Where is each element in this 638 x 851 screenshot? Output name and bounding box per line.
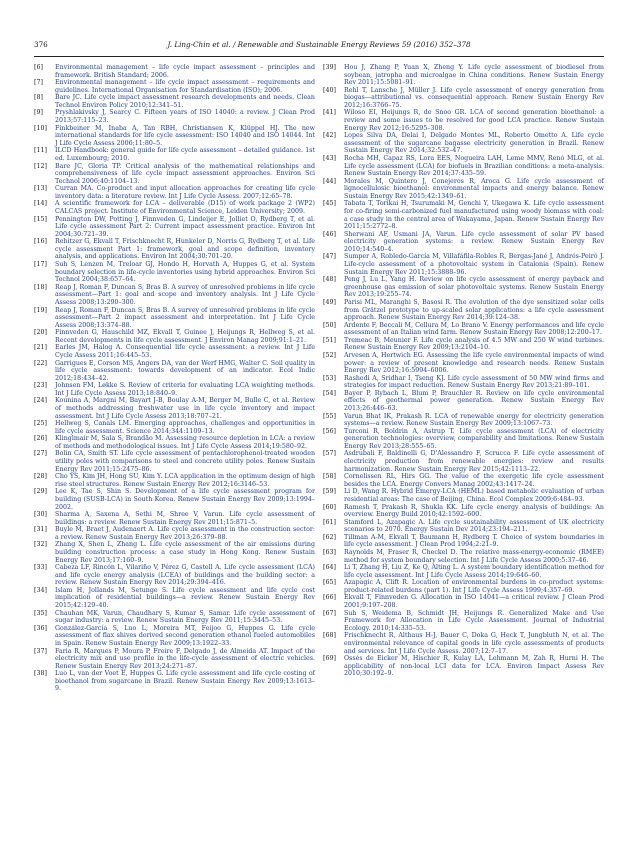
reference-number: [43] — [323, 154, 336, 162]
reference-text[interactable]: Lopes Silva DA, Delai I, Delgado Montes ML, Roberto Ometto A. Life cycle assessment of the sugarcane bagasse electricity generation in Brazil. Renew Sustain Energy Rev 2014;32:532–47. — [344, 132, 604, 155]
reference-item — [323, 109, 604, 132]
reference-text[interactable]: Tillman A-M, Ekvall T, Baumann H, Rydberg T. Choice of system boundaries in life cycle assessment. J Clean Prod 1994;2:21–9. — [344, 533, 604, 549]
reference-item — [323, 231, 604, 254]
reference-item — [34, 261, 315, 284]
reference-item — [323, 655, 604, 678]
reference-item — [34, 329, 315, 344]
reference-number: [13] — [34, 185, 47, 193]
reference-item — [34, 610, 315, 625]
reference-number: [20] — [34, 329, 47, 337]
reference-item — [34, 344, 315, 359]
reference-item — [34, 185, 315, 200]
journal-citation-header: J. Ling-Chin et al. / Renewable and Sustainable Energy Reviews 59 (2016) 352–378 — [167, 40, 471, 49]
reference-number: [42] — [323, 132, 336, 140]
reference-text[interactable]: Hellweg S, Canals LM. Emerging approaches, challenges and opportunities in life cycle assessment. Science 2014;344:1109–13. — [55, 420, 315, 435]
reference-item — [34, 526, 315, 541]
reference-item — [323, 632, 604, 655]
reference-text[interactable]: Sherwani AF, Usmani JA, Varun. Life cycle assessment of solar PV based electricity generation systems: a review. Renew Sustain Energy Rev 2010;14:540–4. — [344, 230, 604, 253]
reference-number: [58] — [323, 473, 336, 481]
reference-item — [323, 390, 604, 413]
reference-item — [34, 238, 315, 261]
reference-number: [34] — [34, 586, 47, 594]
reference-number: [66] — [323, 594, 336, 602]
reference-number: [61] — [323, 518, 336, 526]
reference-text[interactable]: Garrigues E, Corson MS, Angers DA, van der Werf HMG, Walter C. Soil quality in life cycle assessment: towards development of an indicator. Ecol Indic 2012;18:434–42. — [55, 359, 315, 382]
reference-text[interactable]: Peng J, Lu L, Yang H. Review on life cycle assessment of energy payback and greenhouse gas emission of solar photovoltaic systems. Renew Sustain Energy Rev 2013;19:255–74. — [344, 276, 604, 299]
reference-text[interactable]: Ramesh T, Prakash R, Shukla KK. Life cycle energy analysis of buildings: An overview. Energy Build 2010;42:1592–600. — [344, 503, 604, 519]
reference-text[interactable]: Li D, Wang R. Hybrid Emergy-LCA (HEML) based metabolic evaluation of urban residential areas: The case of Beijing, China. Ecol Complex 2009;6:484–93. — [344, 488, 604, 503]
reference-number: [67] — [323, 609, 336, 617]
reference-number: [8] — [34, 94, 43, 102]
reference-number: [49] — [323, 298, 336, 306]
reference-text[interactable]: Johnsen FM, Løkke S. Review of criteria for evaluating LCA weighting methods. Int J Life Cycle Assess 2013;18:840–9. — [55, 382, 315, 397]
reference-item — [323, 413, 604, 428]
reference-item — [323, 322, 604, 337]
reference-number: [64] — [323, 564, 336, 572]
reference-number: [29] — [34, 488, 47, 496]
reference-text[interactable]: Bolin CA, Smith ST. Life cycle assessment of pentachlorophenol-treated wooden utility poles with comparisons to steel and concrete utility poles. Renew Sustain Energy Rev 2011;15:2475–86. — [55, 450, 315, 473]
reference-item — [34, 625, 315, 648]
reference-text[interactable]: Azapagic A, Clift R. Location of environmental burdens in co-product systems: product-related burdens (part 1). Int J Life Cycle Assess 1999;4:357–69. — [344, 579, 604, 594]
reference-item — [34, 284, 315, 307]
reference-text[interactable]: Rocha MH, Capaz RS, Lora EES, Nogueira LAH, Leme MMV, Renó MLG, et al. Life cycle assessment (LCA) for biofuels in Brazilian conditions: a meta-analysis. Renew Sustain Energy Rev 2014;37:435–59. — [344, 154, 604, 178]
reference-item — [323, 428, 604, 451]
reference-item — [323, 534, 604, 549]
reference-number: [48] — [323, 276, 336, 284]
reference-number: [41] — [323, 109, 336, 117]
reference-item — [323, 337, 604, 352]
reference-number: [46] — [323, 230, 336, 238]
reference-number: [47] — [323, 253, 336, 261]
reference-text[interactable]: Klinglmair M, Sala S, Brandão M. Assessing resource depletion in LCA: a review of methods and methodological issues. Int J Life Cycle Assess 2014;19:580–92. — [55, 435, 315, 450]
reference-text[interactable]: Cho YS, Kim JH, Hong SU, Kim Y. LCA application in the optimum design of high rise steel structures. Renew Sustain Energy Rev 2012;16:3146–53. — [55, 473, 315, 488]
reference-text[interactable]: Finnveden G, Hauschild MZ, Ekvall T, Guinee J, Heijungs R, Hellweg S, et al. Recent developments in life cycle assessment. J Environ Manag 2009;91:1–21. — [55, 329, 315, 344]
reference-number: [36] — [34, 624, 47, 632]
reference-text[interactable]: Rehl T, Lansche J, Müller J. Life cycle assessment of energy generation from biogas—attributional vs. consequential approach. Renew Sustain Energy Rev 2012;16:3766–75. — [344, 86, 604, 109]
reference-text[interactable]: Hou J, Zhang P, Yuan X, Zheng Y. Life cycle assessment of biodiesel from soybean, jatropha and microalgae in China conditions. Renew Sustain Energy Rev 2011;15:5081–91. — [344, 64, 604, 87]
reference-item — [34, 109, 315, 124]
reference-item — [34, 420, 315, 435]
reference-number: [40] — [323, 86, 336, 94]
reference-number: [31] — [34, 526, 47, 534]
reference-number: [52] — [323, 351, 336, 359]
reference-text[interactable]: Rebitzer G, Ekvall T, Frischknecht R, Hunkeler D, Norris G, Rydberg T, et al. Life cycle assessment Part 1: framework, goal and scope definition, inventory analysis, and applications. Environ Int 2004;30:701–20. — [55, 238, 315, 261]
reference-text[interactable]: Ardente F, Beccali M, Cellura M, Lo Brano V. Energy performances and life cycle assessment of an Italian wind farm. Renew Sustain Energy Rev 2008;12:200–17. — [344, 321, 604, 337]
reference-item — [34, 587, 315, 610]
reference-item — [34, 147, 315, 162]
reference-text[interactable]: Curran MA. Co-product and input allocation approaches for creating life cycle inventory data: a literature review. Int J Life Cycle Assess. 2007;12:65–78. — [55, 185, 315, 200]
reference-text[interactable]: Ekvall T, Finnveden G. Allocation in ISO 14041—a critical review. J Clean Prod 2001;9:197–208. — [344, 594, 604, 610]
reference-item — [323, 64, 604, 87]
reference-number: [51] — [323, 336, 336, 344]
reference-number: [24] — [34, 397, 47, 405]
reference-item — [323, 504, 604, 519]
reference-number: [30] — [34, 511, 47, 519]
reference-number: [32] — [34, 541, 47, 549]
reference-item — [323, 473, 604, 488]
reference-text[interactable]: Environmental management – life cycle impact assessment – principles and framework. British Standard; 2006. — [55, 64, 315, 79]
reference-number: [56] — [323, 427, 336, 435]
reference-text[interactable]: Stamford L, Azapagic A. Life cycle sustainability assessment of UK electricity scenarios to 2070. Energy Sustain Dev 2014;23:194–211. — [344, 518, 604, 534]
reference-text[interactable]: Rashedi A, Sridhar I, Tseng KJ. Life cycle assessment of 50 MW wind firms and strategies for impact reduction. Renew Sustain Energy Rev 2013;21:89–101. — [344, 374, 604, 390]
reference-number: [62] — [323, 533, 336, 541]
reference-number: [68] — [323, 632, 336, 640]
reference-number: [21] — [34, 344, 47, 352]
reference-item — [323, 155, 604, 178]
reference-item — [34, 94, 315, 109]
reference-item — [34, 79, 315, 94]
reference-text[interactable]: Varun Bhat IK, Prakash R. LCA of renewable energy for electricity generation systems—a review. Renew Sustain Energy Rev 2009;13:1067–73. — [344, 412, 604, 428]
reference-number: [53] — [323, 374, 336, 382]
reference-number: [11] — [34, 147, 47, 155]
reference-item — [323, 276, 604, 299]
reference-text[interactable]: Ossés de Eicker M, Hischier R, Kulay LA, Lehmann M, Zah R, Hurni H. The applicability of non-local LCI data for LCA. Environ Impact Assess Rev 2010;30:192–9. — [344, 655, 604, 678]
reference-number: [28] — [34, 473, 47, 481]
reference-number: [59] — [323, 488, 336, 496]
reference-item — [323, 132, 604, 155]
reference-item — [323, 450, 604, 473]
reference-number: [65] — [323, 579, 336, 587]
reference-item — [34, 125, 315, 148]
reference-text[interactable]: Li T, Zhang H, Liu Z, Ke Q, Alting L. A system boundary identification method for life cycle assessment. Int J Life Cycle Assess 2014;19:646–60. — [344, 564, 604, 579]
reference-text[interactable]: Pryshlakivsky J, Searcy C. Fifteen years of ISO 14040: a review. J Clean Prod 2013;57:115–23. — [55, 109, 315, 125]
reference-text[interactable]: Lee K, Tae S, Shin S. Development of a life cycle assessment program for building (SUSB-LCA) in South Korea. Renew Sustain Energy Rev 2009;13:1994–2002. — [55, 488, 315, 511]
reference-number: [39] — [323, 64, 336, 71]
reference-number: [63] — [323, 549, 336, 556]
reference-item — [34, 200, 315, 215]
reference-text[interactable]: Earles JM, Halog A. Consequential life cycle assessment: a review. Int J Life Cycle Assess 2011;16:445–53. — [55, 344, 315, 359]
reference-text[interactable]: Luo L, van der Voet E, Huppes G. Life cycle assessment and life cycle costing of bioethanol from sugarcane in Brazil. Renew Sustain Energy Rev 2009;13:1613–9. — [55, 670, 315, 693]
reference-number: [17] — [34, 261, 47, 269]
reference-text[interactable]: Finkbeiner M, Inaba A, Tan RBH, Christiansen K, Klüppel HJ. The new international standards for life cycle assessment: ISO 14040 and ISO 14044. Int J Life Cycle Assess 2006;11:80–5. — [55, 124, 315, 147]
reference-text[interactable]: Suh S, Lenzen M, Treloar GJ, Hondo H, Horvath A, Huppes G, et al. System boundary selection in life-cycle inventories using hybrid approaches. Environ Sci Technol 2004;38:657–64. — [55, 261, 315, 284]
references-left-column — [34, 64, 315, 693]
reference-number: [27] — [34, 450, 47, 458]
reference-text[interactable]: Sumper A, Robledo-García M, Villafáfila-Robles R, Bergas-Jané J, Andrés-Peiró J. Life-cycle assessment of a photovoltaic system in Catalonia (Spain). Renew Sustain Energy Rev 2011;15:3888–96. — [344, 253, 604, 276]
reference-item — [323, 87, 604, 110]
reference-item — [34, 564, 315, 587]
reference-item — [323, 594, 604, 609]
reference-item — [34, 397, 315, 420]
reference-number: [45] — [323, 200, 336, 208]
reference-item — [34, 511, 315, 526]
reference-text[interactable]: Frischknecht R, Althaus H-J, Bauer C, Doka G, Heck T, Jungbluth N, et al. The environmental relevance of capital goods in life cycle assessments of products and services. Int J Life Cycle Assess. 2007;12:7–17. — [344, 632, 604, 655]
running-header — [34, 40, 604, 52]
reference-number: [33] — [34, 564, 47, 572]
reference-number: [18] — [34, 283, 47, 291]
reference-number: [55] — [323, 412, 336, 420]
reference-text[interactable]: A scientific framework for LCA – deliverable (D15) of work package 2 (WP2) CALCAS project. Institute of Environmental Science, Leiden University; 2009. — [55, 200, 315, 215]
reference-text[interactable]: Arvesen A, Hertwich EG. Assessing the life cycle environmental impacts of wind power: a review of present knowledge and research needs. Renew Sustain Energy Rev 2012;16:5994–6006. — [344, 351, 604, 375]
reference-text[interactable]: Suh S, Weidema B, Schmidt JH, Heijungs R. Generalized Make and Use Framework for Allocation in Life Cycle Assessment. Journal of Industrial Ecology. 2010;14:335–53. — [344, 609, 604, 632]
reference-number: [44] — [323, 177, 336, 185]
reference-text[interactable]: Faria R, Marques P, Moura P, Freire F, Delgado J, de Almeida AT. Impact of the electricity mix and use profile in the life-cycle assessment of electric vehicles. Renew Sustain Energy Rev 2013;24:271–87. — [55, 647, 315, 670]
reference-text[interactable]: Cornelissen RL, Hirs GG. The value of the exergetic life cycle assessment besides the LCA. Energy Convers Manag 2002;43:1417–24. — [344, 473, 604, 488]
reference-item — [34, 488, 315, 511]
reference-text[interactable]: Pennington DW, Potting J, Finnveden G, Lindeijer E, Jolliet O, Rydberg T, et al. Life cycle assessment Part 2: Current impact assessment practice. Environ Int 2004;30:721–39. — [55, 215, 315, 238]
reference-text[interactable]: Islam H, Jollands M, Setunge S. Life cycle assessment and life cycle cost implication of residential buildings—a review. Renew Sustain Energy Rev 2015;42:129–40. — [55, 586, 315, 610]
reference-number: [69] — [323, 655, 336, 663]
reference-text[interactable]: Sharma A, Saxena A, Sethi M, Shree V, Varun. Life cycle assessment of buildings: a review. Renew Sustain Energy Rev 2011;15:871–5. — [55, 511, 315, 526]
reference-text[interactable]: Turconi R, Boldrin A, Astrup T. Life cycle assessment (LCA) of electricity generation technologies: overview, comparability and limitations. Renew Sustain Energy Rev 2013;28:555–65. — [344, 427, 604, 450]
reference-number: [38] — [34, 670, 47, 678]
reference-item — [34, 541, 315, 564]
reference-item — [323, 352, 604, 375]
reference-number: [6] — [34, 64, 43, 71]
page-number: 376 — [34, 40, 48, 49]
reference-item — [323, 178, 604, 201]
reference-item — [34, 360, 315, 383]
reference-number: [10] — [34, 124, 47, 132]
reference-item — [34, 648, 315, 671]
reference-item — [323, 488, 604, 503]
reference-text[interactable]: Wiloso EI, Heijungs R, de Snoo GR. LCA of second generation bioethanol: a review and some issues to be resolved for good LCA practice. Renew Sustain Energy Rev 2012;16:5295–308. — [344, 109, 604, 132]
reference-item — [34, 64, 315, 79]
reference-item — [323, 200, 604, 230]
reference-item — [34, 382, 315, 397]
reference-text[interactable]: Cabeza LF, Rincón L, Vilariño V, Pérez G, Castell A. Life cycle assessment (LCA) and life cycle energy analysis (LCEA) of buildings and the building sector: a review. Renew Sustain Energy Rev 2014;29:394–416. — [55, 564, 315, 587]
reference-text[interactable]: González-García S, Luo L, Moreira MT, Feijoo G, Huppes G. Life cycle assessment of flax shives derived second generation ethanol fueled automobiles in Spain. Renew Sustain Energy Rev 2009;13:1922–33. — [55, 624, 315, 647]
reference-number: [7] — [34, 79, 43, 87]
reference-number: [25] — [34, 420, 47, 428]
reference-item — [34, 216, 315, 239]
reference-number: [15] — [34, 215, 47, 223]
reference-item — [34, 163, 315, 186]
reference-text[interactable]: Parisi ML, Maranghi S, Basosi R. The evolution of the dye sensitized solar cells from Grätzel prototype to up-scaled solar applications: a life cycle assessment approach. Renew Sustain Energy Rev 2014;39:124–38. — [344, 298, 604, 322]
reference-item — [34, 307, 315, 330]
header-rule — [34, 56, 604, 57]
reference-item — [323, 549, 604, 564]
reference-number: [35] — [34, 609, 47, 617]
reference-number: [12] — [34, 162, 47, 170]
reference-text[interactable]: Tremeac B, Meunier F. Life cycle analysis of 4.5 MW and 250 W wind turbines. Renew Sustain Energy Rev 2009;13:2104–10. — [344, 336, 604, 352]
reference-item — [34, 450, 315, 473]
reference-text[interactable]: Raynolds M, Fraser R, Checkel D. The relative mass-energy-economic (RMEE) method for system boundary selection. Int J Life Cycle Assess 2000;5:37–46. — [344, 549, 604, 564]
reference-item — [323, 564, 604, 579]
reference-item — [34, 473, 315, 488]
reference-item — [34, 670, 315, 693]
reference-number: [19] — [34, 306, 47, 314]
reference-item — [323, 299, 604, 322]
reference-number: [26] — [34, 435, 47, 443]
reference-text[interactable]: Chauhan MK, Varun, Chaudhary S, Kumar S, Samar. Life cycle assessment of sugar industry: a review. Renew Sustain Energy Rev 2011;15:3445–53. — [55, 609, 315, 625]
reference-item — [323, 519, 604, 534]
reference-item — [323, 610, 604, 633]
reference-item — [323, 375, 604, 390]
reference-number: [54] — [323, 389, 336, 397]
reference-number: [9] — [34, 109, 43, 117]
reference-text[interactable]: Morales M, Quintero J, Conejeros R, Aroca G. Life cycle assessment of lignocellulosic bioethanol: environmental impacts and energy balance. Renew Sustain Energy Rev 2015;42:1349–61. — [344, 177, 604, 200]
reference-number: [57] — [323, 450, 336, 458]
reference-text[interactable]: Bayer P, Rybach L, Blum P, Brauchler R. Review on life cycle environmental effects of geothermal power generation. Renew Sustain Energy Rev 2013;26:446–63. — [344, 389, 604, 413]
reference-text[interactable]: Zhang X, Shen L, Zhang L. Life cycle assessment of the air emissions during building construction process: a case study in Hong Kong. Renew Sustain Energy Rev 2013;17:160–9. — [55, 541, 315, 564]
reference-number: [50] — [323, 321, 336, 329]
reference-text[interactable]: ILCD Handbook: general guide for life cycle assessment – detailed guidance. 1st ed. Luxembourg; 2010. — [55, 147, 315, 162]
reference-number: [60] — [323, 503, 336, 511]
reference-number: [37] — [34, 647, 47, 655]
reference-number: [22] — [34, 359, 47, 367]
reference-text[interactable]: Asdrubali F, Baldinelli G, D'Alessandro F, Scrucca F. Life cycle assessment of electricity production from renewable energies: review and results harmonization. Renew Sustain Energy Rev 2015;42:1113–22. — [344, 450, 604, 473]
reference-text[interactable]: Kounina A, Margni M, Bayart J-B, Boulay A-M, Berger M, Bulle C, et al. Review of methods addressing freshwater use in life cycle inventory and impact assessment. Int J Life Cycle Assess 2013;18:707–21. — [55, 397, 315, 420]
reference-number: [23] — [34, 382, 47, 390]
reference-text[interactable]: Buyle M, Braet J, Audenaert A. Life cycle assessment in the construction sector: a review. Renew Sustain Energy Rev 2013;26:379–88. — [55, 526, 315, 541]
reference-item — [34, 435, 315, 450]
reference-number: [16] — [34, 238, 47, 246]
references-right-column — [323, 64, 604, 678]
reference-item — [323, 253, 604, 276]
reference-text[interactable]: Bare JC, Gloria TP. Critical analysis of the mathematical relationships and comprehensiveness of life cycle impact assessment approaches. Environ Sci Technol 2006;40:1104–13. — [55, 162, 315, 185]
reference-text[interactable]: Reap J, Roman F, Duncan S, Bras B. A survey of unresolved problems in life cycle assessment—Part 1: goal and scope and inventory analysis. Int J Life Cycle Assess 2008;13:290–300. — [55, 283, 315, 306]
reference-text[interactable]: Reap J, Roman F, Duncan S, Bras B. A survey of unresolved problems in life cycle assessment—Part 2 impact assessment and interpretation. Int J Life Cycle Assess 2008;13:374–88. — [55, 306, 315, 329]
reference-item — [323, 579, 604, 594]
reference-text[interactable]: Bare JC. Life cycle impact assessment research developments and needs. Clean Technol Environ Policy 2010;12:341–51. — [55, 94, 315, 109]
reference-number: [14] — [34, 200, 47, 208]
reference-text[interactable]: Environmental management – life cycle impact assessment – requirements and guidelines. International Organisation for Standardisation (ISO); 2006. — [55, 79, 315, 94]
reference-text[interactable]: Tabata T, Torikai H, Tsurumaki M, Genchi Y, Ukegawa K. Life cycle assessment for co-firing semi-carbonized fuel manufactured using woody biomass with coal: a case study in the central area of Wakayama, Japan. Renew Sustain Energy Rev 2011;15:2772–8. — [344, 200, 604, 231]
